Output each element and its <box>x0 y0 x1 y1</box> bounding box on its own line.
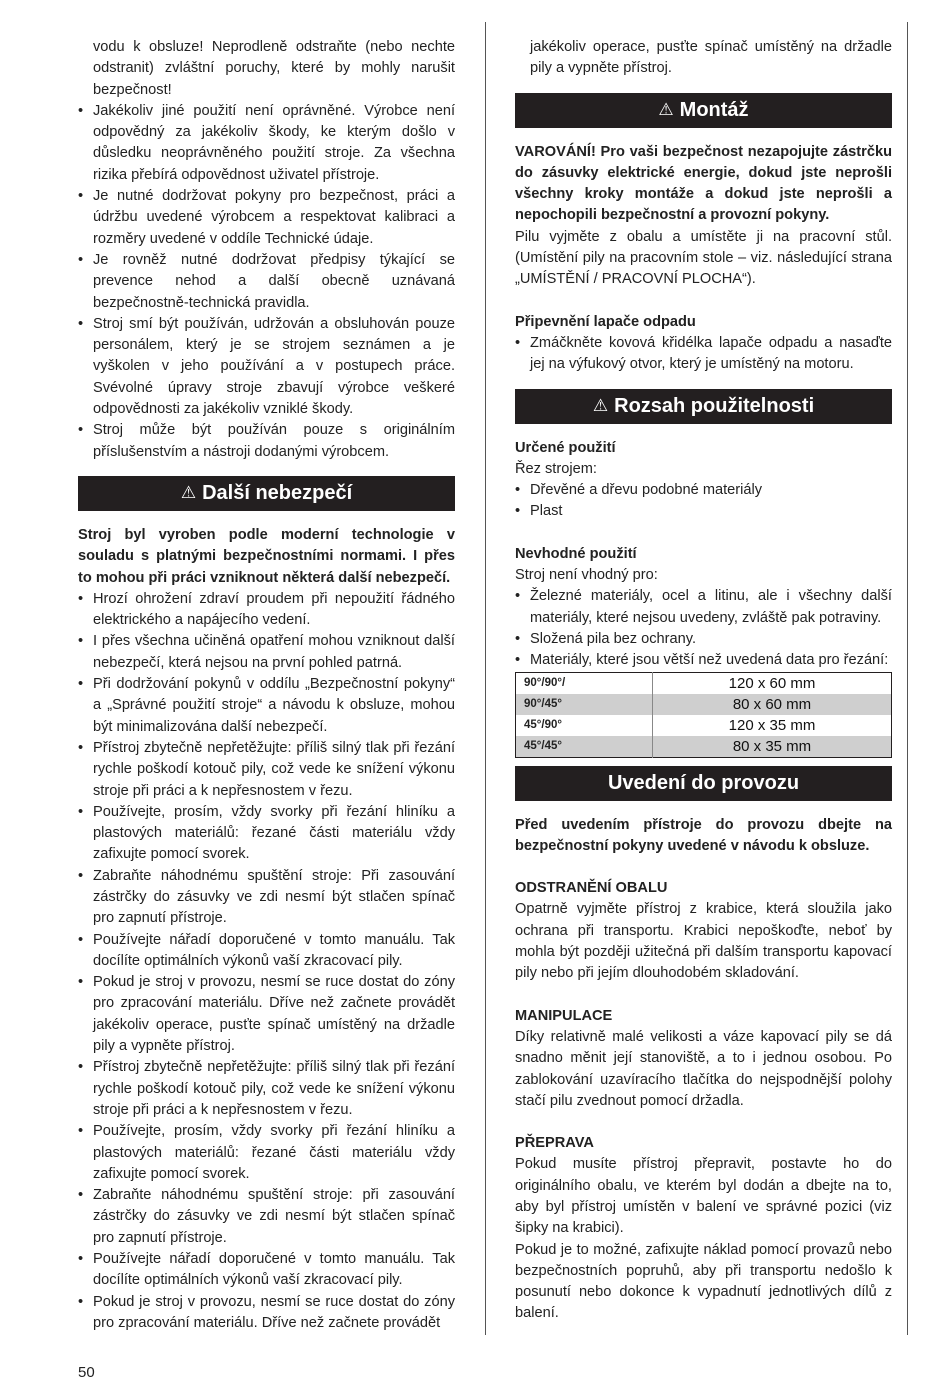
list-item: • Je rovněž nutné dodržovat předpisy týkající se prevence nehod a další obecně uznávaná bezpečnostně-technická pravidla. <box>78 250 455 314</box>
section-title: Montáž <box>679 98 749 121</box>
list-item: • Přístroj zbytečně nepřetěžujte: příliš silný tlak při řezání rychle poškodí kotouč pily, což vede ke snížení výkonu stroje při práci a k nepřesnostem v řezu. <box>78 1057 455 1121</box>
table-row <box>516 715 892 736</box>
page-number: 50 <box>78 1364 95 1381</box>
section-header-rozsah <box>515 389 892 424</box>
montaz-warning: VAROVÁNÍ! Pro vaši bezpečnost nezapojujte zástrčku do zásuvky elektrické energie, dokud jste neprošli všechny kroky montáže a dokud jste neprošli a nepochopili bezpečnostní a provozní pokyny. <box>515 143 892 224</box>
nevhodne-heading: Nevhodné použití <box>515 545 637 562</box>
table-row <box>516 694 892 715</box>
column-divider-right <box>907 22 908 1335</box>
warning-triangle-icon: ⚠ <box>180 482 197 502</box>
section-header-montaz <box>515 93 892 128</box>
size-cell: 120 x 60 mm <box>653 672 892 694</box>
right-column <box>515 37 892 1325</box>
intro-list <box>78 37 455 463</box>
section-lead: Stroj byl vyroben podle moderní technologie v souladu s platnými bezpečnostními normami. I přes to mohou při práci vzniknout některá další nebezpečí. <box>78 526 455 586</box>
list-item: • Hrozí ohrožení zdraví proudem při nepoužití řádného elektrického a napájecího vedení. <box>78 589 455 632</box>
list-item: • Jakékoliv jiné použití není oprávněné. Výrobce není odpovědný za jakékoliv škody, ke kterým došlo v důsledku neoprávněného použití stroje. Za všechna rizika přebírá odpovědnost uživatel přístroje. <box>78 101 455 186</box>
list-item: • Dřevěné a dřevu podobné materiály <box>515 480 892 501</box>
urcene-heading: Určené použití <box>515 439 616 456</box>
cutting-capacity-table <box>515 672 892 758</box>
preprava-text-2: Pokud je to možné, zafixujte náklad pomocí provazů nebo bezpečnostních popruhů, aby při transportu nedošlo k posunutí nebo dokonce k vypadnutí jednotlivých dílů z balení. <box>515 1241 892 1322</box>
section-header-dalsi-nebezpeci <box>78 476 455 511</box>
continuation-list <box>515 37 892 80</box>
size-cell: 120 x 35 mm <box>653 715 892 736</box>
list-item: • Zabraňte náhodnému spuštění stroje: při zasouvání zástrčky do zásuvky ve zdi nesmí být stlačen spínač pro zapnutí přístroje. <box>78 1185 455 1249</box>
lapac-heading: Připevnění lapače odpadu <box>515 313 696 330</box>
manipulace-text: Díky relativně malé velikosti a váze kapovací pily se dá snadno měnit její stanoviště, a to i jednou osobou. Po zablokování uzavíracího tlačítka do nejspodnější polohy stačí pilu zvednout pomocí držadla. <box>515 1028 892 1109</box>
section-header-uvedeni <box>515 766 892 801</box>
section-title: Další nebezpečí <box>202 481 353 504</box>
hazard-list <box>78 589 455 1334</box>
list-item: • Stroj může být používán pouze s originálním příslušenstvím a nástroji dodanými výrobcem. <box>78 420 455 463</box>
manipulace-heading: MANIPULACE <box>515 1007 613 1024</box>
montaz-text: Pilu vyjměte z obalu a umístěte ji na pracovní stůl. (Umístění pily na pracovním stole – viz. následující strana „UMÍSTĚNÍ / PRACOVNÍ PLOCHA“). <box>515 228 892 288</box>
obal-text: Opatrně vyjměte přístroj z krabice, která sloužila jako ochrana při transportu. Krabici nepoškoďte, neboť by mohla být později užitečná při dalším transportu kapovací pily nebo při jejím dlouhodobém skladování. <box>515 901 892 982</box>
list-item: vodu k obsluze! Neprodleně odstraňte (nebo nechte odstranit) zvláštní poruchy, které by mohly narušit bezpečnost! <box>93 39 455 98</box>
list-item: • Materiály, které jsou větší než uvedená data pro řezání: <box>515 650 892 671</box>
angle-cell: 45°/45° <box>516 736 653 758</box>
list-item: • Při dodržování pokynů v oddílu „Bezpečnostní pokyny“ a „Správné použití stroje“ a návodu k obsluze, mohou být minimalizována další nebezpečí. <box>78 674 455 738</box>
list-item: • Pokud je stroj v provozu, nesmí se ruce dostat do zóny pro zpracování materiálu. Dříve než začnete provádět <box>78 1292 455 1335</box>
list-item: • Složená pila bez ochrany. <box>515 629 892 650</box>
list-item: jakékoliv operace, pusťte spínač umístěný na držadle pily a vypněte přístroj. <box>530 39 892 77</box>
preprava-text-1: Pokud musíte přístroj přepravit, postavte ho do originálního obalu, ve kterém byl dodán a dbejte na to, aby byl přístroj umístěn v balení ve správné pozici (viz šipky na krabici). <box>515 1156 892 1237</box>
angle-cell: 45°/90° <box>516 715 653 736</box>
table-row <box>516 672 892 694</box>
list-item: • Železné materiály, ocel a litinu, ale i všechny další materiály, které nejsou uvedeny, zvláště pak potraviny. <box>515 586 892 629</box>
list-item: • Pokud je stroj v provozu, nesmí se ruce dostat do zóny pro zpracování materiálu. Dříve než začnete provádět jakékoliv operace, pusťte spínač umístěný na držadle pily a vypněte přístroj. <box>78 972 455 1057</box>
nevhodne-list <box>515 586 892 671</box>
list-item: • Je nutné dodržovat pokyny pro bezpečnost, práci a údržbu uvedené výrobcem a respektovat kalibraci a rozměry uvedené v oddíle Technické údaje. <box>78 186 455 250</box>
list-item: • Používejte, prosím, vždy svorky při řezání hliníku a plastových materiálů: řezané části materiálu vždy zafixujte pomocí svorek. <box>78 1121 455 1185</box>
size-cell: 80 x 60 mm <box>653 694 892 715</box>
section-title: Uvedení do provozu <box>607 771 800 794</box>
table-row <box>516 736 892 758</box>
list-item: • Zabraňte náhodnému spuštění stroje: Při zasouvání zástrčky do zásuvky ve zdi nesmí být stlačen spínač pro zapnutí přístroje. <box>78 866 455 930</box>
list-item: • Používejte, prosím, vždy svorky při řezání hliníku a plastových materiálů: řezané části materiálu vždy zafixujte pomocí svorek. <box>78 802 455 866</box>
warning-triangle-icon: ⚠ <box>658 99 674 119</box>
uvedeni-lead: Před uvedením přístroje do provozu dbejte na bezpečnostní pokyny uvedené v návodu k obsluze. <box>515 816 892 854</box>
left-column <box>78 37 455 1334</box>
section-title: Rozsah použitelnosti <box>614 394 815 417</box>
list-item: • Přístroj zbytečně nepřetěžujte: příliš silný tlak při řezání rychle poškodí kotouč pily, což vede ke snížení výkonu stroje při práci a k nepřesnostem v řezu. <box>78 738 455 802</box>
list-item: • Používejte nářadí doporučené v tomto manuálu. Tak docílíte optimálních výkonů vaší zkracovací pily. <box>78 930 455 973</box>
lapac-list <box>515 333 892 376</box>
column-divider-left <box>485 22 486 1335</box>
preprava-heading: PŘEPRAVA <box>515 1135 594 1152</box>
obal-heading: ODSTRANĚNÍ OBALU <box>515 880 668 897</box>
angle-cell: 90°/90°/ <box>516 672 653 694</box>
size-cell: 80 x 35 mm <box>653 736 892 758</box>
urcene-intro: Řez strojem: <box>515 460 597 477</box>
list-item: • Stroj smí být používán, udržován a obsluhován pouze personálem, který je se strojem seznámen a je vyškolen v jeho používání a v postupech práce. Svévolné úpravy stroje zbavují výrobce veškeré odpovědnosti za jakékoliv vzniklé škody. <box>78 314 455 420</box>
angle-cell: 90°/45° <box>516 694 653 715</box>
warning-triangle-icon: ⚠ <box>592 395 609 415</box>
nevhodne-intro: Stroj není vhodný pro: <box>515 567 658 584</box>
list-item: • Plast <box>515 501 892 522</box>
list-item: • I přes všechna učiněná opatření mohou vzniknout další nebezpečí, která nejsou na první pohled patrná. <box>78 631 455 674</box>
list-item: • Zmáčkněte kovová křidélka lapače odpadu a nasaďte jej na výfukový otvor, který je umístěný na motoru. <box>515 333 892 376</box>
list-item: • Používejte nářadí doporučené v tomto manuálu. Tak docílíte optimálních výkonů vaší zkracovací pily. <box>78 1249 455 1292</box>
urcene-list <box>515 480 892 523</box>
